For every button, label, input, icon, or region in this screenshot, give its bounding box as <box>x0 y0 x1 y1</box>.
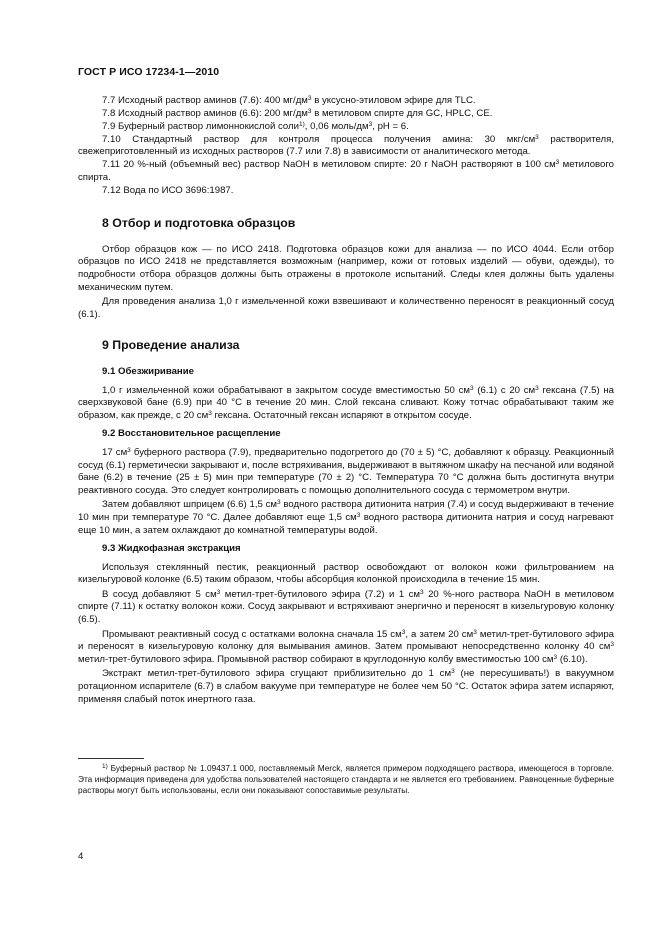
item-7-11 <box>78 159 614 184</box>
item-text: , 0,06 моль/дм <box>304 120 369 132</box>
item-text: в уксусно-этиловом эфире для TLC. <box>311 95 476 106</box>
item-7-7 <box>78 95 614 108</box>
page-number: 4 <box>78 851 84 862</box>
item-text: Вода по ИСО 3696:1987. <box>123 184 234 196</box>
section-8-paragraph-2: Для проведения анализа 1,0 г измельченной кожи взвешивают и количественно переносят в реакционный сосуд (6.1). <box>78 296 614 320</box>
item-7-10 <box>78 134 614 159</box>
item-text: Буферный раствор лимоннокислой соли <box>118 120 299 132</box>
footnote-ref: 1) <box>299 120 305 128</box>
item-text: Исходный раствор аминов (6.6): 200 мг/дм <box>118 107 308 119</box>
superscript: 3 <box>307 107 312 115</box>
document-header: ГОСТ Р ИСО 17234-1—2010 <box>78 66 220 78</box>
superscript: 3 <box>368 120 373 128</box>
subsection-9-2-paragraph-2: Затем добавляют шприцем (6.6) 1,5 $см^3$ водного раствора дитионита натрия (7.4) и сосуд выдерживают в течение 10 мин при температуре 70 °С. Далее добавляют еще 1,5 $см^3$ водного раствора дитионита натрия и сосуд нагревают еще 10 мин, а затем охлаждают до комнатной температуры водой. <box>78 499 614 536</box>
subsection-9-2-heading: 9.2 Восстановительное расщепление <box>102 428 281 440</box>
section-8-heading: 8 Отбор и подготовка образцов <box>102 216 296 231</box>
item-text: Исходный раствор аминов (7.6): 400 мг/дм <box>118 95 308 106</box>
footnote-divider <box>78 758 144 759</box>
item-text: , pH = 6. <box>372 120 409 132</box>
item-text: Стандартный раствор для контроля процесса получения амина: 30 мкг/см <box>132 133 536 145</box>
subsection-9-2-paragraph-1: 17 $см^3$ буферного раствора (7.9), предварительно подогретого до (70 ± 5) °С, добавляют к образцу. Реакционный сосуд (6.1) герметически закрывают и, после встряхивания, выдерживают в вытяжном шкафу на песчаной или водяной бане (6.2) в течение (25 ± 5) мин при температуре (70 ± 2) °С. Температура 70 °С должна быть достигнута внутри реактивного сосуда. Это следует контролировать с помощью дополнительного сосуда с термометром внутри. <box>78 446 614 496</box>
item-number: 7.12 <box>102 184 121 196</box>
item-number: 7.11 <box>102 159 120 171</box>
item-7-9 <box>78 121 614 134</box>
item-7-8 <box>78 108 614 121</box>
section-9-heading: 9 Проведение анализа <box>102 338 240 353</box>
subsection-9-3-heading: 9.3 Жидкофазная экстракция <box>102 543 241 555</box>
subsection-9-3-paragraph-2: В сосуд добавляют 5 $см^3$ метил-трет-бутилового эфира (7.2) и 1 $см^3$ 20 %-ного раствора NaOH в метиловом спирте (7.11) к остатку волокон кожи. Сосуд закрывают и встряхивают энергично и переносят в кизельгуровую колонку (6.5). <box>78 588 614 626</box>
item-number: 7.9 <box>102 120 116 132</box>
item-number: 7.7 <box>102 95 116 106</box>
footnote-text: Буферный раствор № 1.09437.1 000, поставляемый Merck, является примером подходящего раствора, имеющегося в торговле. Эта информация приведена для удобства пользователей настоящего стандарта и не является его требованием. Равноценные буферные растворы могут быть использованы, если они показывают сопоставимые результаты. <box>78 763 614 796</box>
subsection-9-3-paragraph-1: Используя стеклянный пестик, реакционный раствор освобождают от волокон кожи фильтрованием на кизельгуровой колонке (6.5) таким образом, чтобы абсорбция колонкой происходила в течение 15 мин. <box>78 561 614 586</box>
item-7-12 <box>78 185 614 198</box>
item-number: 7.10 <box>102 133 121 145</box>
item-text: в метиловом спирте для GC, HPLC, CE. <box>311 107 493 119</box>
section-8-paragraph-1: Отбор образцов кож — по ИСО 2418. Подготовка образцов кожи для анализа — по ИСО 4044. Если отбор образцов по ИСО 2418 не представляется возможным (например, кожи от готовых изделий — обуви, одежды), то подробности отбора образцов должны быть отражены в протоколе испытаний. Следы клея должны быть удалены механическим путем. <box>78 243 614 293</box>
footnote <box>78 763 614 797</box>
superscript: 3 <box>307 95 312 102</box>
subsection-9-1-heading: 9.1 Обезжиривание <box>102 365 194 377</box>
footnote-mark: 1) <box>102 763 108 770</box>
superscript: 3 <box>535 133 539 141</box>
subsection-9-1-paragraph: 1,0 г измельченной кожи обрабатывают в закрытом сосуде вместимостью 50 $см^3$ (6.1) с 20 $см^3$ гексана (7.5) на сверхзвуковой бане (6.9) при 40 °С в течение 20 мин. Слой гексана сливают. Кожу тотчас обрабатывают таким же образом, как прежде, с 20 $см^3$ гексана. Остаточный гексан испаряют в открытом сосуде. <box>78 384 614 421</box>
item-text: 20 %-ный (объемный вес) раствор NaOH в метиловом спирте: 20 г NaOH растворяют в 100 см <box>123 159 556 171</box>
item-text: растворителя, свежеприготовленный из исходных растворов (7.7 или 7.8) в зависимости от аналитического метода. <box>78 133 615 158</box>
document-body <box>78 95 614 708</box>
superscript: 3 <box>555 159 560 167</box>
subsection-9-3-paragraph-3: Промывают реактивный сосуд с остатками волокна сначала 15 $см^3$, а затем 20 $см^3$ метил-трет-бутилового эфира и переносят в кизельгуровую колонку для вымывания аминов. Затем промывают непосредственно колонку 40 $см^3$ метил-трет-бутилового эфира. Промывной раствор собирают в круглодонную колбу вместимостью 100 $см^3$ (6.10). <box>78 628 614 665</box>
item-text: метилового спирта. <box>78 159 614 183</box>
item-number: 7.8 <box>102 107 116 119</box>
subsection-9-3-paragraph-4: Экстракт метил-трет-бутилового эфира сгущают приблизительно до 1 $см^3$ (не пересушивать!) в вакуумном ротационном испарителе (6.7) в слабом вакууме при температуре не более чем 50 °С. Остаток эфира затем испаряют, применяя слабый поток инертного газа. <box>78 668 614 705</box>
